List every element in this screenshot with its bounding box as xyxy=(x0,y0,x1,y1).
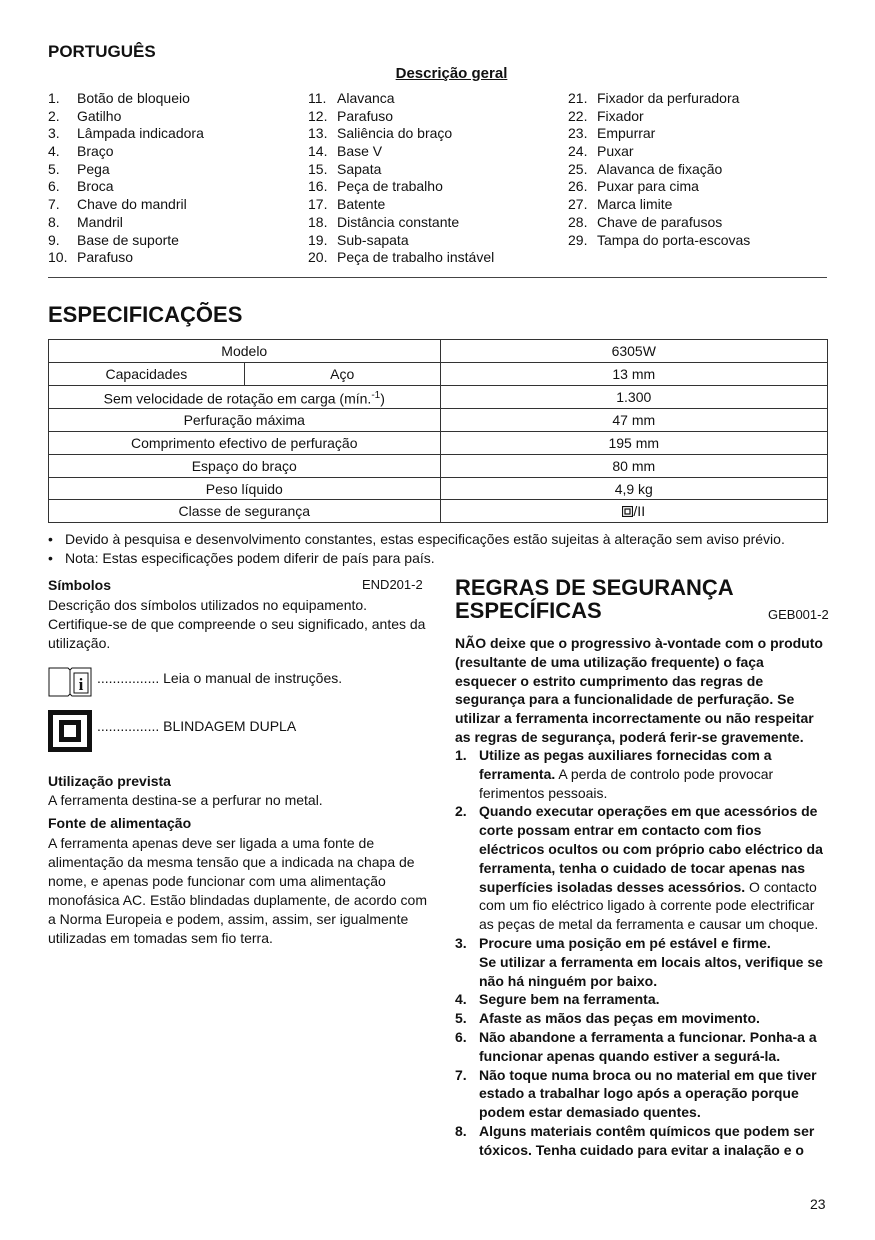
part-number: 27. xyxy=(568,196,588,213)
part-label: Puxar xyxy=(597,143,634,160)
list-item xyxy=(48,249,204,267)
part-label: Tampa do porta-escovas xyxy=(597,231,751,248)
part-number: 3. xyxy=(48,125,60,142)
spec-sublabel: Aço xyxy=(244,362,440,385)
spec-label: Comprimento efectivo de perfuração xyxy=(49,432,441,455)
part-number: 7. xyxy=(48,196,60,213)
speed-label-close: ) xyxy=(380,390,385,407)
spec-value: 13 mm xyxy=(440,362,827,385)
list-item xyxy=(308,161,494,179)
list-item xyxy=(48,196,204,214)
parts-list-column-1 xyxy=(48,90,204,267)
spec-value: 195 mm xyxy=(440,432,827,455)
list-item xyxy=(308,178,494,196)
rule-bold-text: Procure uma posição em pé estável e firme. xyxy=(479,934,771,951)
part-label: Sapata xyxy=(337,160,382,177)
list-item xyxy=(568,196,750,214)
parts-list-column-2 xyxy=(308,90,494,267)
part-label: Peça de trabalho instável xyxy=(337,249,495,266)
part-number: 28. xyxy=(568,213,588,230)
safety-rules-intro: NÃO deixe que o progressivo à-vontade com o produto (resultante de uma utilização frequente) o faça esquecer o estrito cumprimento das regras de segurança para a funcionalidade de perfuração. Se utilizar a ferramenta incorrectamente ou não respeitar as regras de segurança, poderá ferir-se gravemente. xyxy=(455,635,823,745)
read-manual-text: ................ Leia o manual de instruções. xyxy=(97,670,343,686)
part-label: Saliência do braço xyxy=(337,125,453,142)
intended-use-text: A ferramenta destina-se a perfurar no metal. xyxy=(48,792,323,808)
spec-label: Espaço do braço xyxy=(49,454,441,477)
spec-value: 6305W xyxy=(440,340,827,363)
list-item xyxy=(568,90,750,108)
spec-value: 80 mm xyxy=(440,454,827,477)
table-row xyxy=(49,362,828,385)
specifications-title: ESPECIFICAÇÕES xyxy=(48,302,243,327)
part-number: 16. xyxy=(308,178,328,195)
list-item xyxy=(308,125,494,143)
part-number: 26. xyxy=(568,178,588,195)
spec-label: Classe de segurança xyxy=(49,500,441,523)
safety-class-value: /II xyxy=(633,503,646,520)
part-label: Parafuso xyxy=(77,249,134,266)
spec-value: 1.300 xyxy=(440,385,827,409)
list-item xyxy=(568,125,750,143)
list-item xyxy=(308,249,494,267)
part-label: Alavanca de fixação xyxy=(597,160,723,177)
rule-number: 4. xyxy=(455,991,467,1008)
list-item xyxy=(568,214,750,232)
part-number: 10. xyxy=(48,249,68,266)
part-number: 20. xyxy=(308,249,328,266)
part-label: Base de suporte xyxy=(77,231,179,248)
safety-rules-title-line: ESPECÍFICAS xyxy=(455,598,602,623)
safety-rule-item xyxy=(455,1066,827,1122)
part-label: Puxar para cima xyxy=(597,178,699,195)
part-label: Parafuso xyxy=(337,107,394,124)
symbols-description: Descrição dos símbolos utilizados no equipamento. Certifique-se de que compreende o seu significado, antes da utilização. xyxy=(48,597,426,651)
speed-label-text: Sem velocidade de rotação em carga (mín. xyxy=(103,390,372,407)
symbols-heading: Símbolos xyxy=(48,577,112,593)
part-number: 9. xyxy=(48,231,60,248)
part-number: 1. xyxy=(48,90,60,106)
table-row xyxy=(49,409,828,432)
rule-normal-text: O contacto com um fio eléctrico ligado à corrente pode electrificar as peças de metal da ferramenta e causar um choque. xyxy=(479,878,819,933)
part-label: Lâmpada indicadora xyxy=(77,125,204,142)
part-number: 4. xyxy=(48,143,60,160)
table-row xyxy=(49,340,828,363)
part-number: 24. xyxy=(568,143,588,160)
table-row xyxy=(49,500,828,523)
part-number: 8. xyxy=(48,213,60,230)
table-row xyxy=(49,385,828,409)
part-label: Marca limite xyxy=(597,196,673,213)
part-label: Distância constante xyxy=(337,213,460,230)
part-label: Pega xyxy=(77,160,110,177)
safety-rules-title xyxy=(455,576,755,622)
part-number: 13. xyxy=(308,125,328,142)
list-item xyxy=(568,108,750,126)
rule-bold-text: Afaste as mãos das peças em movimento. xyxy=(479,1010,760,1027)
table-row xyxy=(49,454,828,477)
rule-bold-text: Quando executar operações em que acessórios de corte possam entrar em contacto com fios eléctricos ocultos ou com próprio cabo eléctrico da ferramenta, tenha o cuidado de tocar apenas nas superfícies isoladas desses acessórios. xyxy=(479,803,823,895)
rule-number: 8. xyxy=(455,1122,467,1139)
speed-label-sup: -1 xyxy=(371,389,381,401)
svg-text:i: i xyxy=(78,675,84,694)
list-item xyxy=(48,178,204,196)
part-label: Fixador xyxy=(597,107,644,124)
rule-bold-text: Não toque numa broca ou no material em que tiver estado a trabalhar logo após a operação porque podem estar demasiado quentes. xyxy=(479,1066,817,1121)
bullet: • xyxy=(48,531,53,547)
rule-number: 3. xyxy=(455,934,467,951)
list-item xyxy=(568,143,750,161)
part-number: 21. xyxy=(568,90,588,106)
spec-label: Capacidades xyxy=(49,362,245,385)
list-item xyxy=(308,196,494,214)
list-item xyxy=(48,90,204,108)
part-label: Peça de trabalho xyxy=(337,178,443,195)
rule-number: 5. xyxy=(455,1010,467,1027)
part-number: 17. xyxy=(308,196,328,213)
spec-value: 47 mm xyxy=(440,409,827,432)
part-number: 6. xyxy=(48,178,60,195)
safety-rules-list xyxy=(455,746,827,1160)
part-label: Chave de parafusos xyxy=(597,213,723,230)
part-number: 18. xyxy=(308,213,328,230)
part-number: 14. xyxy=(308,143,328,160)
safety-rule-item xyxy=(455,1122,827,1160)
spec-value: 4,9 kg xyxy=(440,477,827,500)
part-label: Sub-sapata xyxy=(337,231,409,248)
description-title xyxy=(0,65,875,82)
page-number: 23 xyxy=(810,1196,826,1212)
double-insulation-icon xyxy=(48,710,92,752)
safety-rule-item xyxy=(455,1028,827,1066)
specifications-table xyxy=(48,339,828,523)
symbols-code: END201-2 xyxy=(362,577,423,592)
bullet: • xyxy=(48,550,53,566)
spec-note-text: Devido à pesquisa e desenvolvimento constantes, estas especificações estão sujeitas à alteração sem aviso prévio. xyxy=(65,531,785,547)
spec-note xyxy=(48,531,785,547)
part-label: Botão de bloqueio xyxy=(77,90,190,106)
part-number: 23. xyxy=(568,125,588,142)
safety-rules-title-line: REGRAS DE SEGURANÇA xyxy=(455,575,734,600)
safety-rule-item xyxy=(455,990,827,1009)
list-item xyxy=(568,232,750,250)
language-heading: PORTUGUÊS xyxy=(48,42,156,61)
list-item xyxy=(48,125,204,143)
part-label: Broca xyxy=(77,178,114,195)
part-number: 12. xyxy=(308,107,328,124)
list-item xyxy=(48,161,204,179)
part-label: Base V xyxy=(337,143,383,160)
parts-list-column-3 xyxy=(568,90,750,249)
table-row xyxy=(49,432,828,455)
spec-label: Modelo xyxy=(49,340,441,363)
part-number: 22. xyxy=(568,107,588,124)
safety-rules-code: GEB001-2 xyxy=(768,607,829,622)
list-item xyxy=(308,214,494,232)
part-label: Mandril xyxy=(77,213,123,230)
section-divider xyxy=(48,277,827,278)
rule-bold-text: Utilize as pegas auxiliares fornecidas com a ferramenta. xyxy=(479,747,772,782)
safety-rule-item xyxy=(455,746,827,802)
part-number: 19. xyxy=(308,231,328,248)
list-item xyxy=(48,232,204,250)
part-number: 2. xyxy=(48,107,60,124)
table-row xyxy=(49,477,828,500)
double-insulation-text: ................ BLINDAGEM DUPLA xyxy=(97,718,297,734)
list-item xyxy=(568,178,750,196)
part-label: Alavanca xyxy=(337,90,395,106)
read-manual-icon xyxy=(48,665,92,697)
spec-value xyxy=(440,500,827,523)
spec-label: Peso líquido xyxy=(49,477,441,500)
list-item xyxy=(308,90,494,108)
part-label: Fixador da perfuradora xyxy=(597,90,740,106)
rule-number: 6. xyxy=(455,1028,467,1045)
safety-rule-item xyxy=(455,1009,827,1028)
part-label: Gatilho xyxy=(77,107,122,124)
list-item xyxy=(48,108,204,126)
power-supply-text: A ferramenta apenas deve ser ligada a uma fonte de alimentação da mesma tensão que a indicada na chapa de nome, e apenas pode funcionar com uma alimentação monofásica AC. Estão blindadas duplamente, de acordo com a Norma Europeia e podem, assim, assim, ser igualmente utilizadas em tomadas sem fio terra. xyxy=(48,835,428,946)
list-item xyxy=(568,161,750,179)
description-title-text: Descrição geral xyxy=(395,65,508,82)
rule-normal-text: A perda de controlo pode provocar ferimentos pessoais. xyxy=(479,765,774,801)
spec-label xyxy=(49,385,441,409)
rule-bold-text: Não abandone a ferramenta a funcionar. Ponha-a a funcionar apenas quando estiver a segurá-la. xyxy=(479,1028,817,1064)
part-number: 29. xyxy=(568,231,588,248)
rule-number: 7. xyxy=(455,1066,467,1083)
list-item xyxy=(308,143,494,161)
spec-note-text: Nota: Estas especificações podem diferir de país para país. xyxy=(65,550,435,566)
list-item xyxy=(48,143,204,161)
part-label: Empurrar xyxy=(597,125,656,142)
list-item xyxy=(308,232,494,250)
part-number: 15. xyxy=(308,160,328,177)
part-label: Batente xyxy=(337,196,386,213)
rule-number: 1. xyxy=(455,747,467,763)
safety-rule-item xyxy=(455,802,827,934)
spec-label: Perfuração máxima xyxy=(49,409,441,432)
rule-bold-text: Se utilizar a ferramenta em locais altos, verifique se não há ninguém por baixo. xyxy=(479,953,823,989)
rule-bold-text: Segure bem na ferramenta. xyxy=(479,991,660,1008)
list-item xyxy=(308,108,494,126)
part-number: 11. xyxy=(308,90,327,106)
safety-rule-item xyxy=(455,934,827,990)
double-insulation-small-icon xyxy=(622,506,633,517)
power-supply-heading: Fonte de alimentação xyxy=(48,815,192,831)
intended-use-heading: Utilização prevista xyxy=(48,773,171,789)
rule-bold-text: Alguns materiais contêm químicos que podem ser tóxicos. Tenha cuidado para evitar a inalação e o xyxy=(479,1122,815,1158)
part-label: Chave do mandril xyxy=(77,196,187,213)
part-number: 5. xyxy=(48,160,60,177)
part-number: 25. xyxy=(568,160,588,177)
rule-number: 2. xyxy=(455,803,467,820)
spec-note xyxy=(48,550,435,566)
list-item xyxy=(48,214,204,232)
part-label: Braço xyxy=(77,143,114,160)
